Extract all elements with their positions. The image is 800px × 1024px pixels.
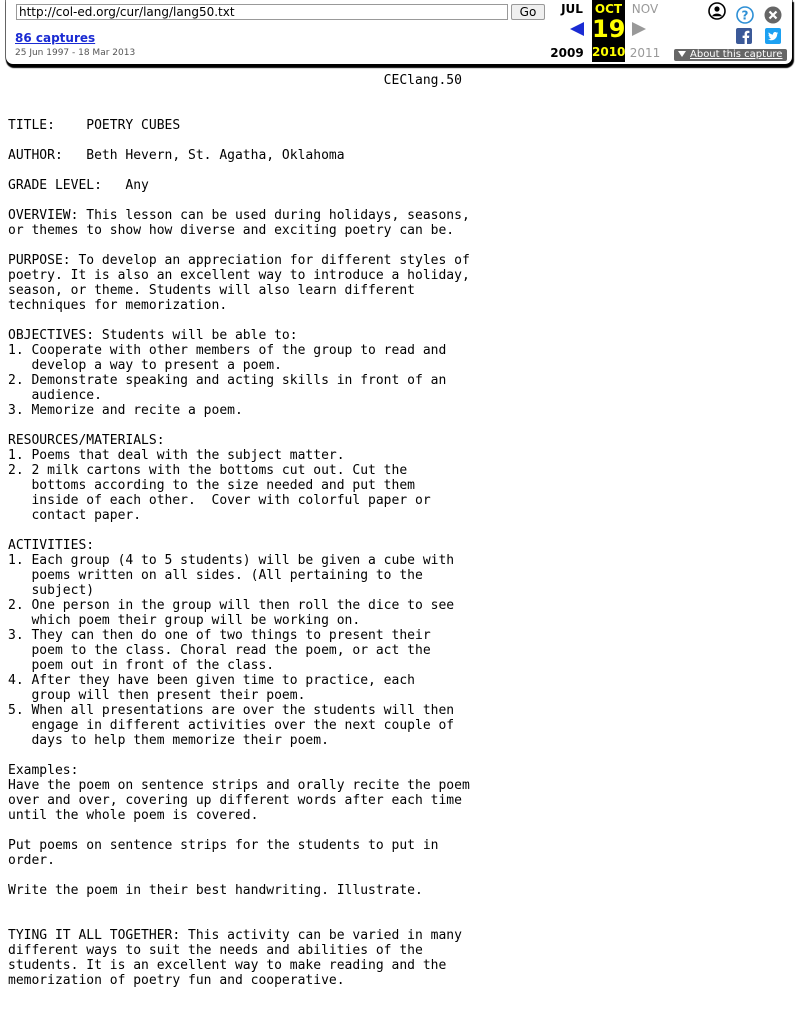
prev-year-link[interactable]: 2009 [550,46,584,60]
facebook-icon[interactable] [736,28,752,44]
url-input[interactable] [16,4,508,20]
current-month: OCT [594,2,623,16]
close-icon[interactable] [764,6,782,24]
about-capture-label: About this capture [690,49,783,60]
prev-month-link[interactable]: JUL [561,2,583,16]
next-year-label: 2011 [629,46,661,60]
triangle-down-icon [678,51,686,57]
capture-date-range: 25 Jun 1997 - 18 Mar 2013 [15,48,136,58]
current-capture-date [592,0,625,62]
wayback-toolbar [6,0,792,64]
help-icon[interactable] [736,6,754,24]
document-text: CEClang.50 TITLE: POETRY CUBES AUTHOR: Beth Hevern, St. Agatha, Oklahoma GRADE LEVEL: Any OVERVIEW: This lesson can be used during holidays, seasons, or themes to show how diverse and exciting poetry can be. PURPOSE: To develop an appreciation for different styles of poetry. It is also an excellent way to introduce a holiday, season, or theme. Students will also learn different techniques for memorization. OBJECTIVES: Students will be able to: 1. Cooperate with other members of the group to read and develop a way to present a poem. 2. Demonstrate speaking and acting skills in front of an audience. 3. Memorize and recite a poem. RESOURCES/MATERIALS: 1. Poems that deal with the subject matter. 2. 2 milk cartons with the bottoms cut out. Cut the bottoms according to the size needed and put them inside of each other. Cover with colorful paper or contact paper. ACTIVITIES: 1. Each group (4 to 5 students) will be given a cube with poems written on all sides. (All pertaining to the subject) 2. One person in the group will then roll the dice to see which poem their group will be working on. 3. They can then do one of two things to present their poem to the class. Choral read the poem, or act the poem out in front of the class. 4. After they have been given time to practice, each group will then present their poem. 5. When all presentations are over the students will then engage in different activities over the next couple of days to help them memorize their poem. Examples: Have the poem on sentence strips and orally recite the poem over and over, covering up different words after each time until the whole poem is covered. Put poems on sentence strips for the students to put in order. Write the poem in their best handwriting. Illustrate. TYING IT ALL TOGETHER: This activity can be varied in many different ways to suit the needs and abilities of the students. It is an excellent way to make reading and the memorization of poetry fun and cooperative. [8,73,470,988]
twitter-icon[interactable] [765,28,781,44]
go-button[interactable]: Go [511,4,545,20]
current-year: 2010 [592,45,626,59]
next-arrow-icon [632,22,646,36]
current-day: 19 [592,15,626,43]
prev-arrow-icon[interactable] [570,22,584,36]
user-icon[interactable] [708,2,726,20]
svg-text:?: ? [741,8,749,23]
captures-link[interactable]: 86 captures [15,31,96,45]
about-capture-button[interactable] [674,49,787,61]
next-month-label: NOV [631,2,659,16]
